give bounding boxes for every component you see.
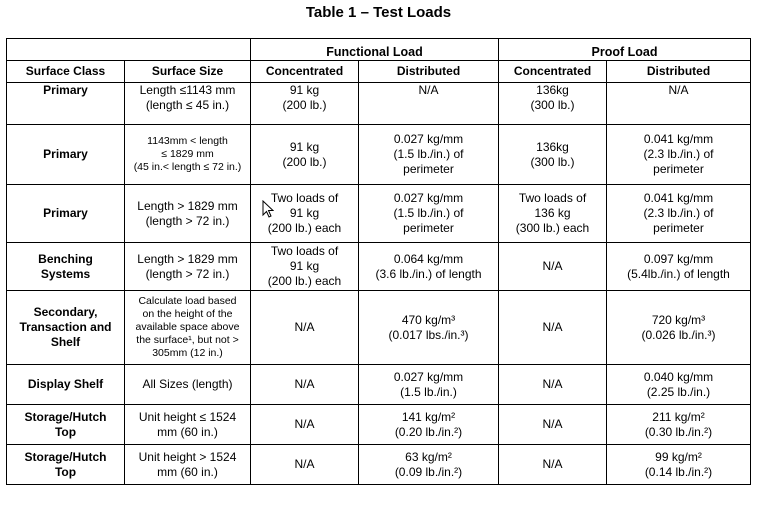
cell-line: 0.041 kg/mm [643, 191, 714, 205]
cell-line: Length > 1829 mm [137, 198, 238, 213]
cell-line: N/A [294, 377, 315, 391]
surface-class-cell [7, 185, 125, 243]
functional-distributed-cell [359, 445, 499, 485]
cell-line: (0.20 lb./in.²) [394, 424, 463, 439]
surface-class-cell [7, 83, 125, 125]
cell-line: 305mm (12 in.) [152, 347, 223, 359]
cell-line: (200 lb.) each [267, 221, 342, 235]
cell-line: (5.4lb./in.) of length [627, 266, 730, 281]
table-title: Table 1 – Test Loads [305, 4, 452, 21]
proof-concentrated-cell [499, 185, 607, 243]
functional-concentrated-cell [251, 445, 359, 485]
cell-line: Unit height > 1524 [138, 449, 237, 464]
functional-distributed-cell [359, 83, 499, 125]
surface-class-cell [7, 243, 125, 291]
cell-line: mm (60 in.) [157, 464, 218, 479]
cell-line: Primary [43, 147, 88, 161]
cell-line: (length > 72 in.) [145, 266, 230, 281]
col-header-surface-size: Surface Size [125, 61, 251, 83]
cell-line: N/A [294, 320, 315, 334]
proof-concentrated-cell [499, 291, 607, 365]
proof-distributed-cell [607, 83, 751, 125]
cell-line: (200 lb.) [282, 154, 327, 169]
cell-line: 91 kg [289, 206, 320, 220]
surface-size-cell [125, 243, 251, 291]
cell-line: perimeter [403, 221, 454, 235]
cell-line: perimeter [653, 221, 704, 235]
col-header-functional-distributed: Distributed [359, 61, 499, 83]
table-row [7, 83, 751, 125]
cell-line: 0.040 kg/mm [643, 369, 714, 384]
proof-distributed-cell [607, 365, 751, 405]
functional-concentrated-cell [251, 83, 359, 125]
surface-class-cell [7, 445, 125, 485]
cell-line: Shelf [50, 335, 81, 349]
functional-concentrated-cell [251, 125, 359, 185]
proof-distributed-cell [607, 125, 751, 185]
test-loads-table [6, 38, 751, 485]
proof-concentrated-cell [499, 405, 607, 445]
table-row [7, 291, 751, 365]
cell-line: 0.064 kg/mm [393, 251, 464, 266]
proof-distributed-cell [607, 291, 751, 365]
cell-line: N/A [418, 83, 439, 97]
cell-line: Top [54, 424, 77, 439]
col-header-functional-concentrated: Concentrated [251, 61, 359, 83]
functional-concentrated-cell [251, 405, 359, 445]
cell-line: 136kg [536, 83, 569, 97]
cell-line: Transaction and [19, 320, 112, 334]
cell-line: Benching [38, 251, 93, 266]
empty-header-cell [7, 39, 251, 61]
cell-line: Two loads of [270, 191, 339, 205]
proof-concentrated-cell [499, 365, 607, 405]
cell-line: (1.5 lb./in.) of [393, 206, 464, 220]
cell-line: 720 kg/m³ [651, 312, 706, 327]
cell-line: (0.017 lbs./in.³) [388, 327, 469, 342]
proof-concentrated-cell [499, 445, 607, 485]
cell-line: N/A [542, 259, 563, 273]
cell-line: 0.027 kg/mm [393, 191, 464, 205]
cell-line: Storage/Hutch [24, 409, 107, 424]
surface-size-cell [125, 365, 251, 405]
cell-line: (1.5 lb./in.) [400, 384, 457, 399]
cell-line: (300 lb.) [530, 98, 575, 112]
cell-line: Storage/Hutch [24, 449, 107, 464]
cell-line: N/A [294, 457, 315, 471]
cell-line: Length ≤1143 mm [139, 83, 236, 97]
cell-line: (length > 72 in.) [145, 213, 230, 228]
cell-line: (0.026 lb./in.³) [641, 327, 716, 342]
cell-line: (0.30 lb./in.²) [644, 424, 713, 439]
cell-line: (0.14 lb./in.²) [644, 464, 713, 479]
cell-line: Two loads of [270, 244, 339, 258]
cell-line: Display Shelf [27, 377, 104, 391]
cell-line: N/A [542, 377, 563, 391]
functional-concentrated-cell [251, 243, 359, 291]
cell-line: 136 kg [534, 206, 571, 220]
functional-distributed-cell [359, 365, 499, 405]
cell-line: perimeter [403, 162, 454, 176]
table-row [7, 185, 751, 243]
cell-line: 211 kg/m² [652, 409, 705, 424]
cell-line: Unit height ≤ 1524 [138, 409, 237, 424]
functional-distributed-cell [359, 405, 499, 445]
cell-line: 0.027 kg/mm [393, 369, 464, 384]
table-row [7, 125, 751, 185]
surface-size-cell [125, 291, 251, 365]
cell-line: (300 lb.) [530, 154, 575, 169]
surface-class-cell [7, 125, 125, 185]
cell-line: (45 in.< length ≤ 72 in.) [133, 161, 242, 173]
col-header-surface-class: Surface Class [7, 61, 125, 83]
cell-line: perimeter [653, 162, 704, 176]
surface-size-cell [125, 405, 251, 445]
cell-line: 99 kg/m² [655, 449, 702, 464]
surface-size-cell [125, 125, 251, 185]
surface-size-cell [125, 83, 251, 125]
proof-distributed-cell [607, 185, 751, 243]
cell-line: (1.5 lb./in.) of [393, 147, 464, 161]
cell-line: 0.041 kg/mm [643, 132, 714, 146]
cell-line: All Sizes (length) [142, 377, 233, 391]
cell-line: 141 kg/m² [401, 409, 456, 424]
cell-line: ≤ 1829 mm [161, 148, 214, 160]
cell-line: (2.3 lb./in.) of [643, 147, 714, 161]
col-header-proof-concentrated: Concentrated [499, 61, 607, 83]
surface-size-cell [125, 185, 251, 243]
functional-distributed-cell [359, 291, 499, 365]
cell-line: Two loads of [518, 191, 587, 205]
proof-concentrated-cell [499, 83, 607, 125]
cell-line: 91 kg [289, 259, 320, 273]
cell-line: (0.09 lb./in.²) [394, 464, 463, 479]
cell-line: on the height of the [142, 308, 233, 320]
cell-line: (300 lb.) each [515, 221, 590, 235]
cell-line: Primary [43, 206, 88, 220]
cell-line: N/A [542, 457, 563, 471]
cell-line: N/A [668, 83, 689, 97]
cell-line: (2.25 lb./in.) [646, 384, 711, 399]
surface-class-cell [7, 365, 125, 405]
cell-line: 63 kg/m² [405, 449, 452, 464]
cell-line: Top [54, 464, 77, 479]
table-row [7, 365, 751, 405]
table-row [7, 405, 751, 445]
proof-distributed-cell [607, 445, 751, 485]
cell-line: 91 kg [289, 83, 320, 97]
cell-line: (3.6 lb./in.) of length [375, 266, 482, 281]
cell-line: N/A [294, 417, 315, 431]
functional-distributed-cell [359, 125, 499, 185]
cell-line: the surface¹, but not > [136, 334, 239, 346]
cell-line: Calculate load based [138, 295, 237, 307]
cell-line: 470 kg/m³ [401, 312, 456, 327]
proof-distributed-cell [607, 405, 751, 445]
functional-concentrated-cell [251, 291, 359, 365]
col-header-proof-distributed: Distributed [607, 61, 751, 83]
functional-concentrated-cell [251, 365, 359, 405]
cell-line: Secondary, [33, 305, 98, 319]
cell-line: 91 kg [289, 139, 320, 154]
cell-line: (200 lb.) each [267, 274, 342, 288]
proof-distributed-cell [607, 243, 751, 291]
functional-distributed-cell [359, 185, 499, 243]
proof-concentrated-cell [499, 243, 607, 291]
surface-class-cell [7, 405, 125, 445]
cell-line: available space above [135, 321, 240, 333]
surface-size-cell [125, 445, 251, 485]
cell-line: mm (60 in.) [157, 424, 218, 439]
functional-distributed-cell [359, 243, 499, 291]
cell-line: 1143mm < length [147, 135, 228, 147]
cell-line: (2.3 lb./in.) of [643, 206, 714, 220]
table-row [7, 243, 751, 291]
mouse-pointer-icon [262, 200, 274, 218]
table-row [7, 445, 751, 485]
cell-line: 136kg [536, 139, 569, 154]
cell-line: Systems [40, 266, 91, 281]
cell-line: N/A [542, 417, 563, 431]
cell-line: 0.097 kg/mm [643, 251, 714, 266]
proof-concentrated-cell [499, 125, 607, 185]
cell-line: N/A [542, 320, 563, 334]
functional-load-header: Functional Load [251, 39, 499, 61]
cell-line: (length ≤ 45 in.) [145, 98, 230, 112]
cell-line: (200 lb.) [282, 98, 327, 112]
proof-load-header: Proof Load [499, 39, 751, 61]
cell-line: Length > 1829 mm [137, 251, 238, 266]
surface-class-cell [7, 291, 125, 365]
cell-line: Primary [43, 83, 88, 97]
cell-line: 0.027 kg/mm [393, 132, 464, 146]
